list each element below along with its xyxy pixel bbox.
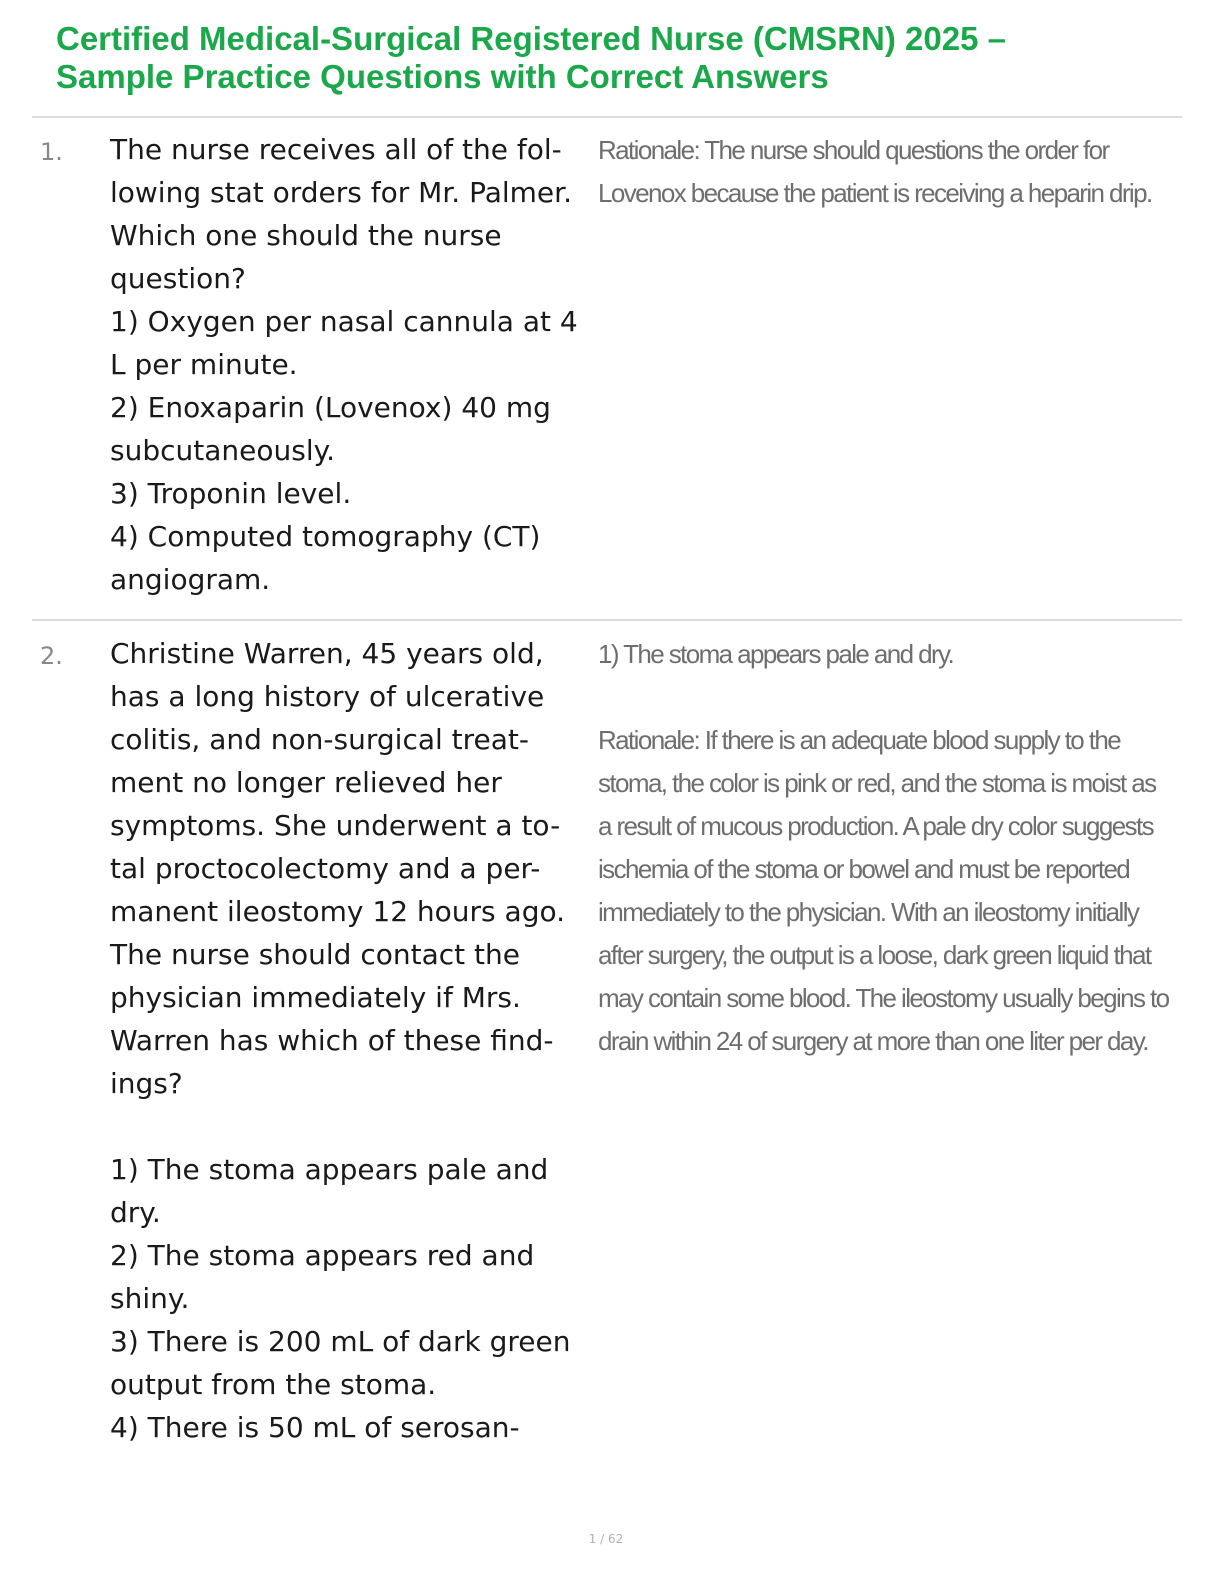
question-number: 1. xyxy=(40,138,63,166)
divider xyxy=(32,116,1182,118)
answer-rationale: Rationale: The nurse should questions the order for Lovenox because the patient is receiving a heparin drip. xyxy=(598,135,1152,208)
question-text: The nurse receives all of the fol- lowing stat orders for Mr. Palmer. Which one should the nurse question? 1) Oxygen per nasal cannula at 4 L per minute. 2) Enoxaparin (Lovenox) 40 mg subcutaneously. 3) Troponin level. 4) Computed tomography (CT) angiogram. xyxy=(110,133,578,596)
document-title: Certified Medical-Surgical Registered Nurse (CMSRN) 2025 – Sample Practice Questions with Correct Answers xyxy=(56,20,1006,95)
divider xyxy=(32,619,1182,621)
page-number: 1 / 62 xyxy=(588,1532,624,1546)
question-number: 2. xyxy=(40,642,63,670)
answer-rationale: 1) The stoma appears pale and dry. Rationale: If there is an adequate blood supply to the stoma, the color is pink or red, and the stoma is moist as a result of mucous production. A pale dry color suggests ischemia of the stoma or bowel and must be reported immediately to the physician. With an ileostomy initially after surgery, the output is a loose, dark green liquid that may contain some blood. The ileostomy usually begins to drain within 24 of surgery at more than one liter per day. xyxy=(598,639,1169,1056)
question-text: Christine Warren, 45 years old, has a long history of ulcerative colitis, and non-surgical treat- ment no longer relieved her symptoms. She underwent a to- tal proctocolectomy and a per- manent ileostomy 12 hours ago. The nurse should contact the physician immediately if Mrs. Warren has which of these find- ings? 1) The stoma appears pale and dry. 2) The stoma appears red and shiny. 3) There is 200 mL of dark green output from the stoma. 4) There is 50 mL of serosan- xyxy=(110,637,571,1444)
